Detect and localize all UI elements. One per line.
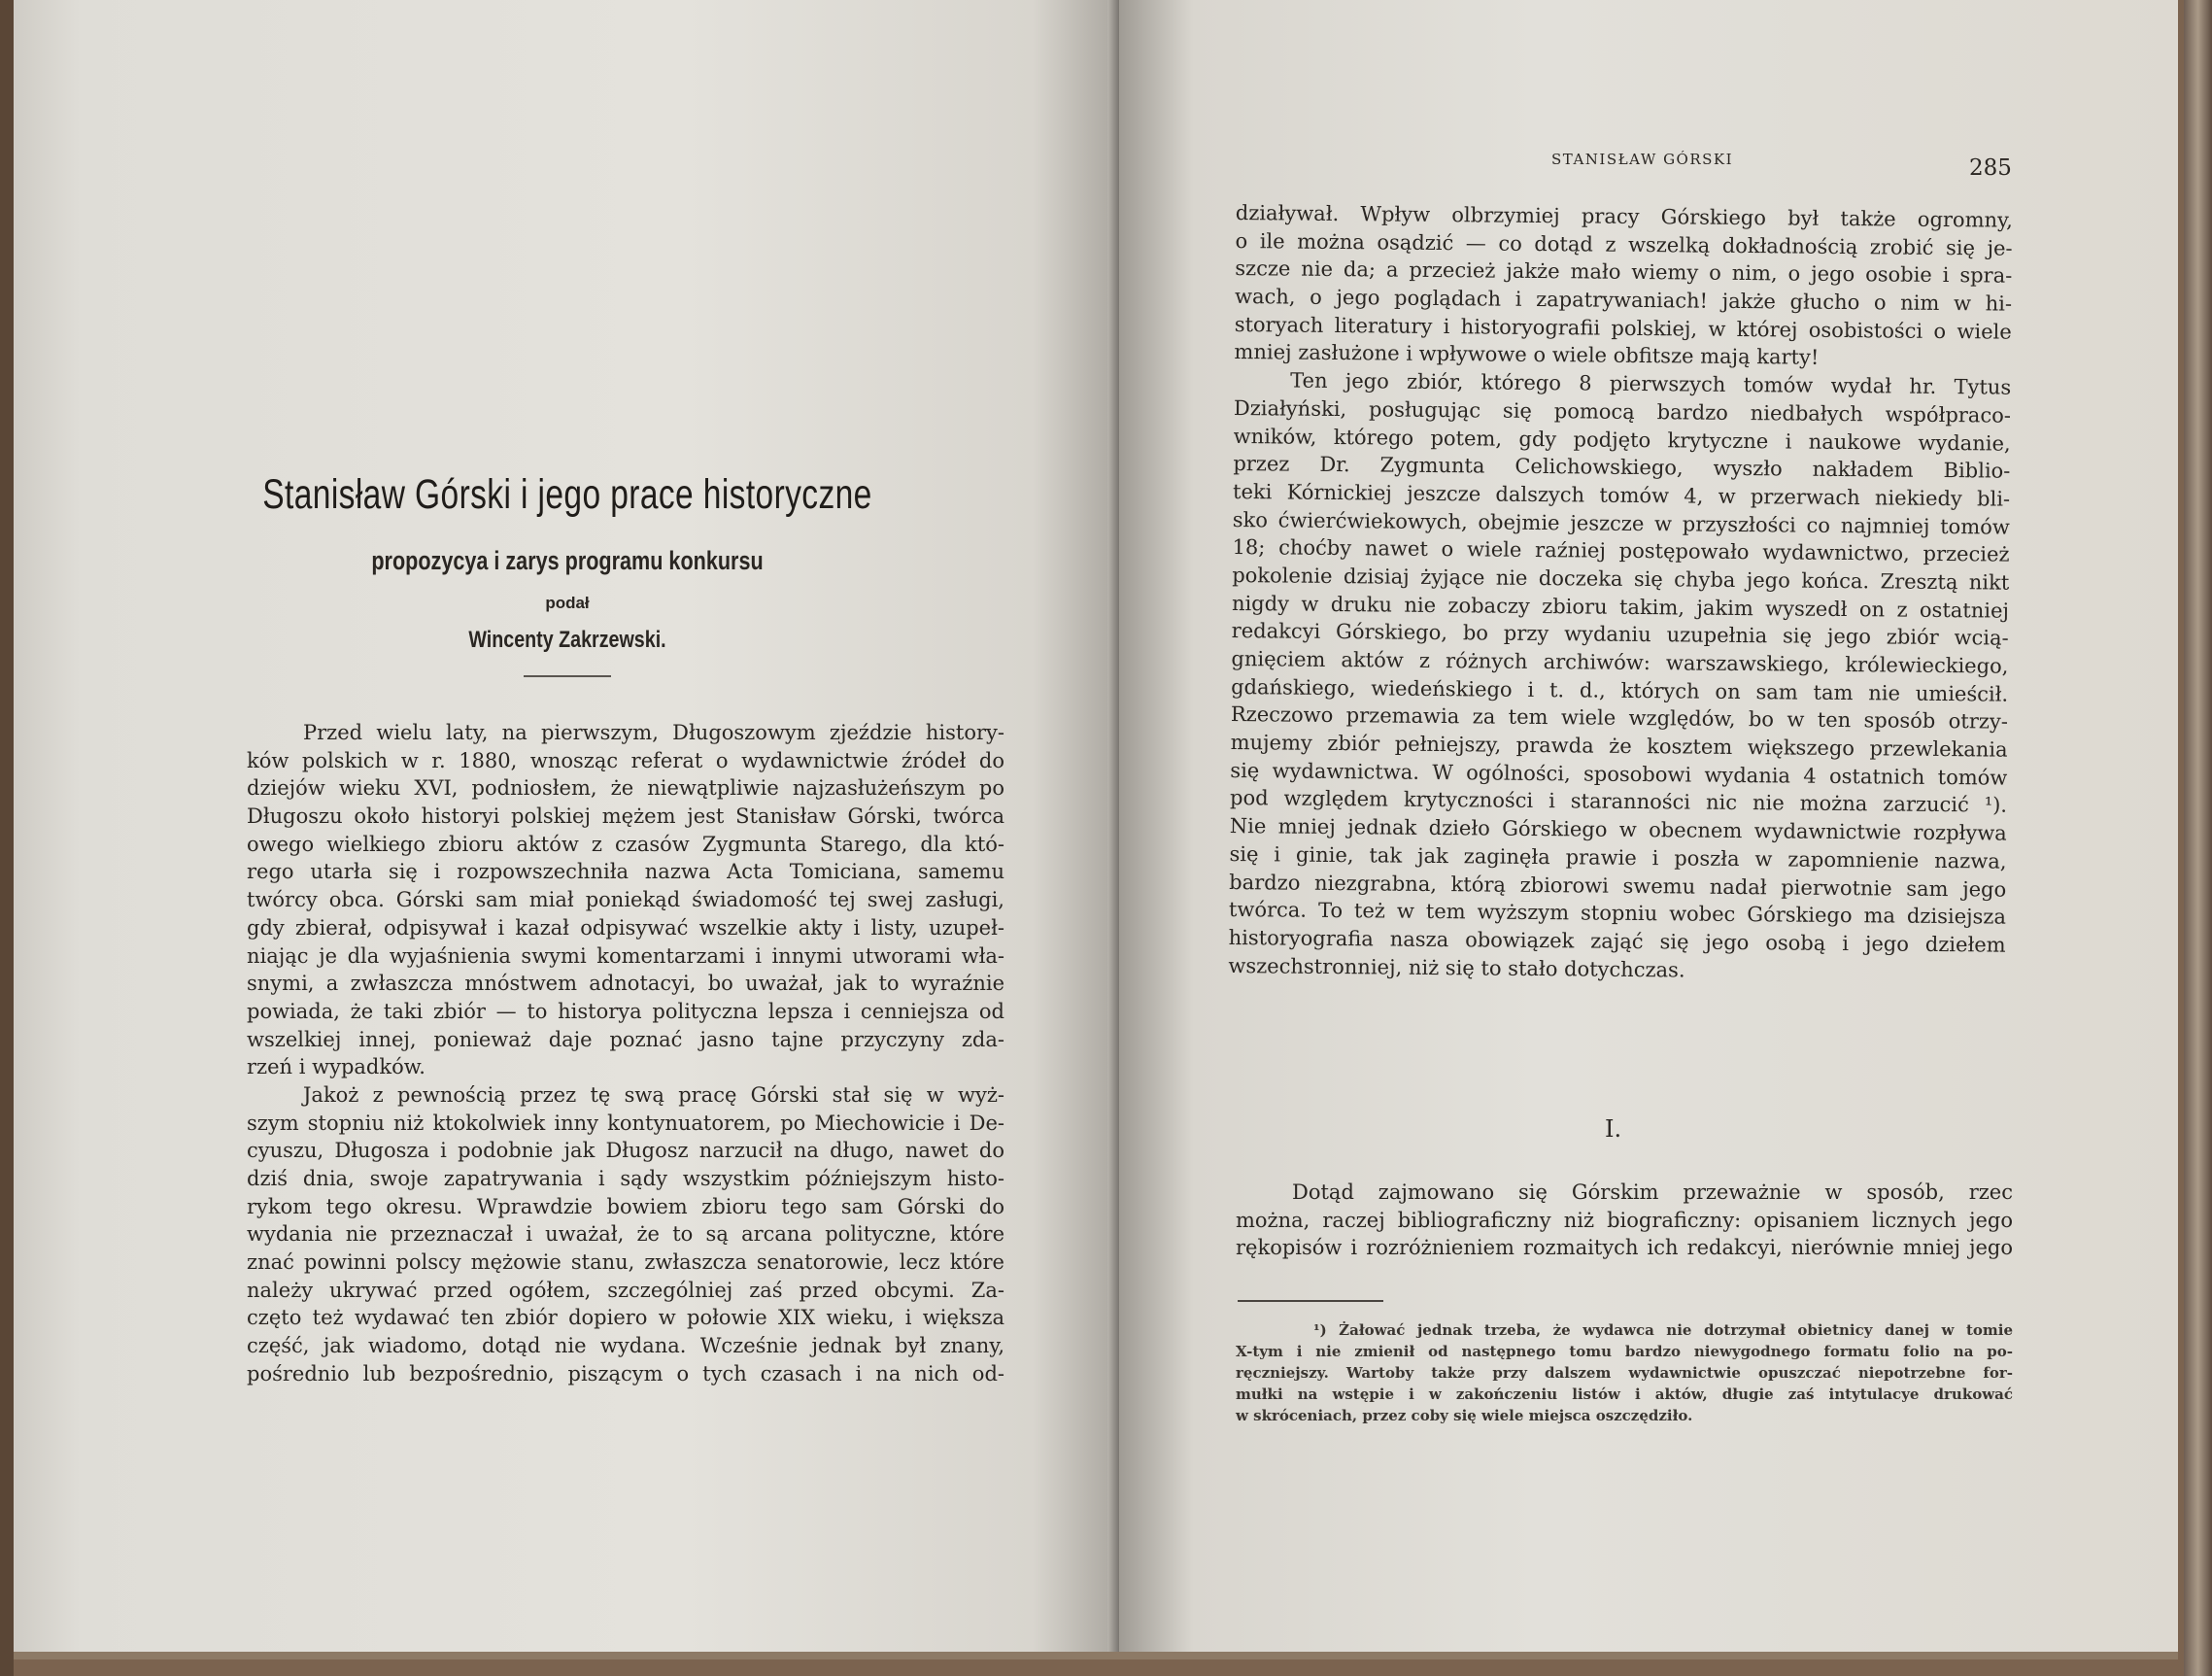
text-line: mujemy zbiór pełniejszy, prawda że kosztem większego przewlekania (1230, 731, 2008, 762)
text-line: wszelkiej innej, ponieważ daje poznać jasno tajne przyczyny zda- (247, 1027, 1004, 1051)
text-line: mniej zasłużone i wpływowe o wiele obfitsze mają karty! (1234, 340, 1820, 370)
text-line: Rzeczowo przemawia za tem wiele względów, bo w ten sposób otrzy- (1230, 702, 2008, 735)
text-line: rękopisów i rozróżnieniem rozmaitych ich redakcyi, nierównie mniej jego (1236, 1236, 2013, 1260)
text-line: działywał. Wpływ olbrzymiej pracy Górskiego był także ogromny, (1235, 200, 2013, 232)
text-line: niając je dla wyjaśnienia swymi komentarzami i innymi utworami wła- (247, 943, 1004, 968)
text-line: rego utarła się i rozpowszechniła nazwa Acta Tomiciana, samemu (247, 860, 1004, 884)
footnote-rule (1238, 1300, 1383, 1302)
text-line: można, raczej bibliograficzny niż biograficzny: opisaniem licznych jego (1236, 1208, 2013, 1232)
text-line: należy ukrywać przed ogółem, szczególniej zaś przed obcymi. Za- (247, 1278, 1004, 1302)
text-line: storyach literatury i historyografii polskiej, w której osobistości o wiele (1234, 312, 2012, 344)
text-line: gdy zbierał, odpisywał i kazał odpisywać wszelkie akty i listy, uzupeł- (247, 915, 1004, 940)
text-line: o ile można osądzić — co dotąd z wszelką dokładnością zrobić się je- (1235, 228, 2013, 260)
text-line: nigdy w druku nie zobaczy zbioru takim, jakim wyszedł on z ostatniej (1231, 591, 2010, 623)
text-line: przez Dr. Zygmunta Celichowskiego, wyszło nakładem Biblio- (1233, 452, 2011, 483)
text-line: się i ginie, tak jak zaginęła prawie i poszła w zapomnienie nazwa, (1229, 841, 2007, 873)
text-line: szym stopniu niż ktokolwiek inny kontynuatorem, po Miechowicie i De- (247, 1111, 1004, 1135)
right-page (1119, 0, 2178, 1659)
left-page (14, 0, 1121, 1659)
text-line: częto też wydawać ten zbiór dopiero w połowie XIX wieku, i większa (247, 1306, 1004, 1330)
text-line: znać powinni polscy mężowie stanu, zwłaszcza senatorowie, lecz które (247, 1250, 1004, 1275)
text-line: snymi, a zwłaszcza mnóstwem adnotacyi, bo uważał, jak to wyraźnie (247, 972, 1004, 996)
text-line: wach, o jego poglądach i zapatrywaniach! jakże głucho o nim w hi- (1234, 285, 2013, 316)
text-line: Ten jego zbiór, którego 8 pierwszych tomów wydał hr. Tytus (1290, 368, 2012, 399)
footnote-line: ¹) Żałować jednak trzeba, że wydawca nie dotrzymał obietnicy danej w tomie (1313, 1321, 2013, 1339)
text-line: rzeń i wypadków. (247, 1055, 425, 1079)
text-line: Długoszu około historyi polskiej mężem jest Stanisław Górski, twórca (247, 804, 1004, 829)
text-line: pośrednio lub bezpośrednio, piszącym o tych czasach i na nich od- (247, 1361, 1004, 1385)
text-line: gdańskiego, wiedeńskiego i t. d., których on sam tam nie umieścił. (1231, 674, 2009, 706)
text-line: dziś dnia, swoje zapatrywania i sądy wszystkim późniejszym histo- (247, 1167, 1004, 1190)
right-body-text (1228, 199, 2013, 987)
text-line: część, jak wiadomo, dotąd nie wydana. Wcześnie jednak był znany, (247, 1334, 1004, 1358)
text-line: szcze nie da; a przecież jakże mało wiemy o nim, o jego osobie i spra- (1235, 257, 2013, 289)
section-body-text (1236, 1179, 2013, 1262)
text-line: cyuszu, Długosza i podobnie jak Długosz narzucił na długo, nawet do (247, 1139, 1004, 1163)
article-title-block (14, 471, 1121, 677)
text-line: dziejów wieku XVI, podniosłem, że niewątpliwie najzasłużeńszym po (247, 776, 1004, 801)
text-line: Jakoż z pewnością przez tę swą pracę Górski stał się w wyż- (303, 1082, 1004, 1107)
running-head: STANISŁAW GÓRSKI (1551, 151, 1734, 168)
footnote-line: ręczniejszy. Wartoby także przy dalszem wydawnictwie opuszczać niepotrzebne for- (1236, 1364, 2013, 1382)
text-line: sko ćwierćwiekowych, obejmie jeszcze w przyszłości co najmniej tomów (1232, 507, 2010, 539)
footnote-line: mułki na wstępie i w zakończeniu listów i aktów, długie zaś intytulacye drukować (1236, 1385, 2013, 1403)
text-line: ków polskich w r. 1880, wnosząc referat o wydawnictwie źródeł do (247, 748, 1004, 772)
text-line: wydania nie przeznaczał i uważał, że to są arcana polityczne, które (247, 1222, 1004, 1247)
article-title: Stanisław Górski i jego prace historyczne (262, 471, 872, 518)
author-name: Wincenty Zakrzewski. (468, 627, 666, 653)
text-line: się wydawnictwa. W ogólności, sposobowi wydania 4 ostatnich tomów (1230, 758, 2008, 790)
text-line: wszechstronniej, niż się to stało dotychczas. (1228, 953, 1685, 982)
text-line: Działyński, posługując się pomocą bardzo niedbałych współpraco- (1233, 395, 2012, 428)
text-line: historyografia nasza obowiązek zająć się jego osobą i jego dziełem (1228, 925, 2006, 957)
text-line: Przed wielu laty, na pierwszym, Długoszowym zjeździe history- (303, 721, 1004, 744)
footnote-line: w skróceniach, przez coby się wiele miejsca oszczędziło. (1236, 1407, 1693, 1424)
text-line: redakcyi Górskiego, bo przy wydaniu uzupełnia się jego zbiór wcią- (1231, 619, 2009, 650)
text-line: owego wielkiego zbioru aktów z czasów Zygmunta Starego, dla któ- (247, 832, 1004, 856)
footnotes (1236, 1319, 2013, 1426)
article-subtitle: propozycya i zarys programu konkursu (371, 546, 764, 575)
by-label: podał (545, 594, 590, 612)
text-line: bardzo niezgrabna, którą zbiorowi swemu nadał pierwotnie sam jego (1229, 870, 2007, 902)
text-line: teki Kórnickiej jeszcze dalszych tomów 4, w przerwach niekiedy bli- (1232, 479, 2011, 511)
page-number: 285 (1969, 155, 2012, 181)
text-line: gnięciem aktów z różnych archiwów: warszawskiego, królewieckiego, (1231, 646, 2009, 678)
title-rule (524, 675, 611, 677)
text-line: Dotąd zajmowano się Górskim przeważnie w sposób, rzec (1292, 1180, 2013, 1204)
text-line: 18; choćby nawet o wiele raźniej postępowało wydawnictwo, przecież (1232, 535, 2010, 566)
section-number: I. (1605, 1115, 1622, 1143)
text-line: Nie mniej jednak dzieło Górskiego w obecnem wydawnictwie rozpływa (1229, 814, 2007, 845)
text-line: pod względem krytyczności i staranności nic nie można zarzucić ¹). (1229, 786, 2008, 818)
text-line: powiada, że taki zbiór — to historya polityczna lepsza i cenniejsza od (247, 999, 1004, 1023)
book-cover-edge (2184, 0, 2212, 1676)
footnote-line: X-tym i nie zmienił od następnego tomu bardzo niewygodnego formatu folio na po- (1236, 1343, 2013, 1360)
text-line: rykom tego okresu. Wprawdzie bowiem zbioru tego sam Górski do (247, 1194, 1004, 1218)
text-line: twórcy obca. Górski sam miał poniekąd świadomość tej swej zasługi, (247, 888, 1004, 912)
left-body-text (247, 719, 1004, 1388)
text-line: twórca. To też w tem wyższym stopniu wobec Górskiego ma dzisiejsza (1228, 898, 2007, 929)
text-line: pokolenie dzisiaj żyjące nie doczeka się chyba jego końca. Zresztą nikt (1232, 563, 2010, 595)
text-line: wników, którego potem, gdy podjęto krytyczne i naukowe wydanie, (1233, 424, 2011, 456)
